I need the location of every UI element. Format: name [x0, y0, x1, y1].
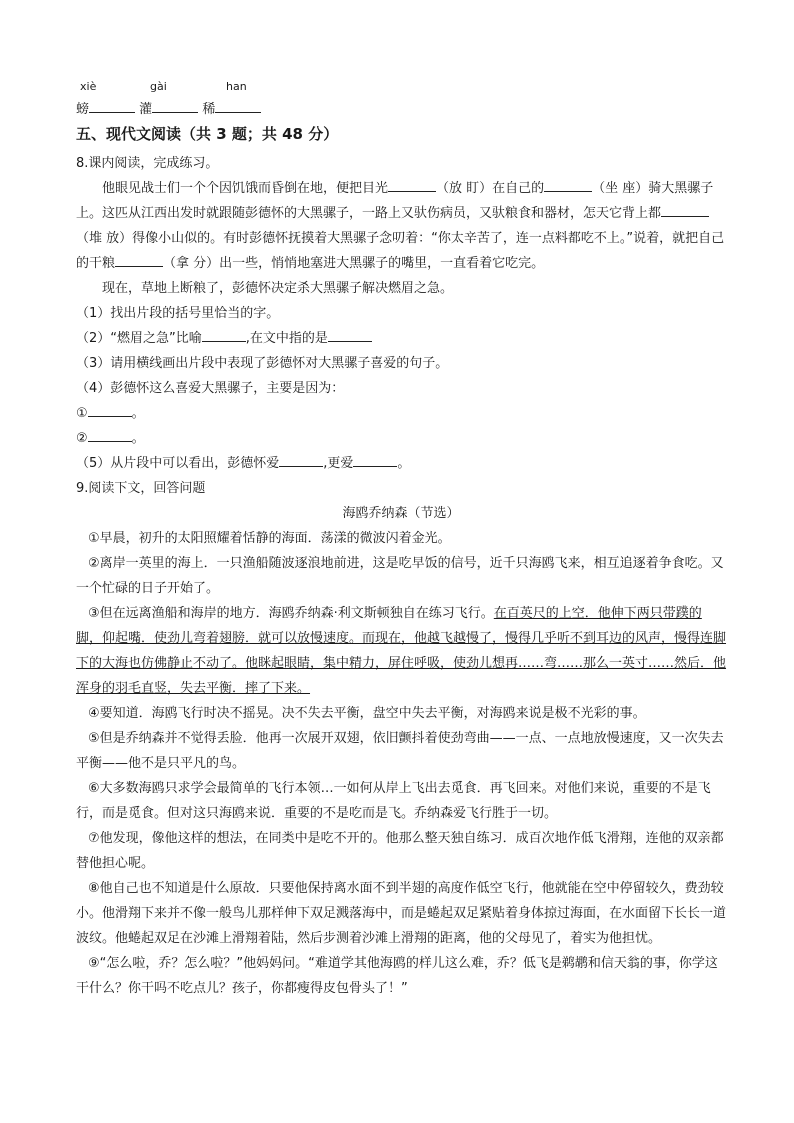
char-3: 稀	[202, 102, 216, 117]
q9-paragraph-9: ⑨“怎么啦，乔？怎么啦？”他妈妈问。“难道学其他海鸥的样儿这么难，乔？低飞是鹈鹕和信天翁的事，你学这干什么？你干吗不吃点儿？孩子，你都瘦得皮包骨头了！”	[76, 956, 718, 996]
q8-passage-paragraph-1: 他眼见战士们一个个因饥饿而昏倒在地，便把目光 （放 盯）在自己的 （坐 座）骑大黑骡子上。这匹从江西出发时就跟随彭德怀的大黑骡子，一路上又驮伤病员，又驮粮食和器材，怎天它背上都（堆 放）得像小山似的。有时彭德怀抚摸着大黑骡子念叨着：“你太辛苦了，连一点料都吃不上。”说着，就把自己的干粮 （拿 分）出一些，悄悄地塞进大黑骡子的嘴里，一直看着它吃完。	[76, 176, 726, 276]
q8-sub-question-4: （4）彭德怀这么喜爱大黑骡子，主要是因为：	[76, 381, 345, 396]
q9-paragraph-4: ④要知道．海鸥飞行时决不摇晃。决不失去平衡，盘空中失去平衡，对海鸥来说是极不光彩的事。	[88, 706, 646, 721]
answer-blank[interactable]	[115, 252, 163, 267]
answer-blank[interactable]	[353, 452, 397, 467]
q9-paragraph-3: ③但在远离渔船和海岸的地方．海鸥乔纳森·利文斯顿独自在练习飞行。在百英尺的上空．他伸下两只带蹼的脚，仰起嘴．使劲儿弯着翅膀．就可以放慢速度。而现在，他越飞越慢了，慢得几乎听不到耳边的风声，慢得连脚下的大海也仿佛静止不动了。他眯起眼睛，集中精力，屏住呼吸，使劲儿想再……弯……那么一英寸……然后．他浑身的羽毛直竖，失去平衡．摔了下来。	[76, 606, 727, 696]
q9-paragraph-5: ⑤但是乔纳森并不觉得丢脸．他再一次展开双翅，依旧颤抖着使劲弯曲——一点、一点地放慢速度，又一次失去平衡——他不是只平凡的鸟。	[76, 731, 724, 771]
answer-blank[interactable]	[544, 177, 592, 192]
q8-sub-question-5: （5）从片段中可以看出，彭德怀爱 ,更爱 。	[76, 451, 726, 476]
q8-answer-line-2: ② 。	[76, 426, 726, 451]
q8-answer-line-1: ① 。	[76, 401, 726, 426]
char-2: 灌	[139, 102, 153, 117]
q9-paragraph-2: ②离岸一英里的海上．一只渔船随波逐浪地前进，这是吃早饭的信号，近千只海鸥飞来，相互追逐着争食吃。又一个忙碌的日子开始了。	[76, 556, 724, 596]
answer-blank[interactable]	[215, 98, 261, 113]
answer-blank[interactable]	[152, 98, 198, 113]
char-blank-row	[76, 98, 726, 121]
question-8-title: 8.课内阅读，完成练习。	[76, 156, 219, 171]
pinyin-row	[76, 80, 726, 94]
q8-passage-paragraph-2: 现在，草地上断粮了，彭德怀决定杀大黑骡子解决燃眉之急。	[102, 281, 454, 296]
q9-paragraph-8: ⑧他自己也不知道是什么原故．只要他保持离水面不到半翅的高度作低空飞行，他就能在空中停留较久，费劲较小。他滑翔下来并不像一般鸟儿那样伸下双足溅落海中，而是蜷起双足紧贴着身体掠过海面，在水面留下长长一道波纹。他蜷起双足在沙滩上滑翔着陆，然后步测着沙滩上滑翔的距离，他的父母见了，着实为他担忧。	[76, 881, 727, 946]
answer-blank[interactable]	[279, 452, 323, 467]
answer-blank[interactable]	[88, 427, 132, 442]
q9-paragraph-7: ⑦他发现，像他这样的想法，在同类中是吃不开的。他那么整天独自练习．成百次地作低飞滑翔，连他的双亲都替他担心呢。	[76, 831, 724, 871]
q8-sub-question-2: （2）“燃眉之急”比喻 ,在文中指的是	[76, 326, 726, 351]
answer-blank[interactable]	[88, 402, 132, 417]
pinyin-1: xiè	[80, 80, 97, 93]
char-1: 螃	[76, 102, 90, 117]
q9-paragraph-6: ⑥大多数海鸥只求学会最简单的飞行本领…一如何从岸上飞出去觅食．再飞回来。对他们来说，重要的不是飞行，而是觅食。但对这只海鸥来说．重要的不是吃而是飞。乔纳森爱飞行胜于一切。	[76, 781, 711, 821]
document-page	[76, 80, 726, 1001]
q8-sub-question-3: （3）请用横线画出片段中表现了彭德怀对大黑骡子喜爱的句子。	[76, 356, 449, 371]
underlined-passage: 在百英尺的上空．他伸下两只带蹼的脚，仰起嘴．使劲儿弯着翅膀．就可以放慢速度。而现在，他越飞越慢了，慢得几乎听不到耳边的风声，慢得连脚下的大海也仿佛静止不动了。他眯起眼睛，集中精力，屏住呼吸，使劲儿想再……弯……那么一英寸……然后．他浑身的羽毛直竖，失去平衡．摔了下来。	[76, 606, 727, 696]
article-title: 海鸥乔纳森（节选）	[342, 506, 460, 521]
answer-blank[interactable]	[202, 327, 246, 342]
pinyin-3: han	[226, 80, 247, 93]
q8-sub-question-1: （1）找出片段的括号里恰当的字。	[76, 306, 280, 321]
pinyin-2: gài	[150, 80, 167, 93]
q9-paragraph-1: ①早晨，初升的太阳照耀着恬静的海面．荡漾的微波闪着金光。	[88, 531, 451, 546]
question-9-title: 9.阅读下文，回答问题	[76, 481, 206, 496]
section-title: 五、现代文阅读（共 3 题；共 48 分）	[76, 125, 339, 143]
answer-blank[interactable]	[388, 177, 436, 192]
answer-blank[interactable]	[89, 98, 135, 113]
answer-blank[interactable]	[661, 202, 709, 217]
answer-blank[interactable]	[328, 327, 372, 342]
